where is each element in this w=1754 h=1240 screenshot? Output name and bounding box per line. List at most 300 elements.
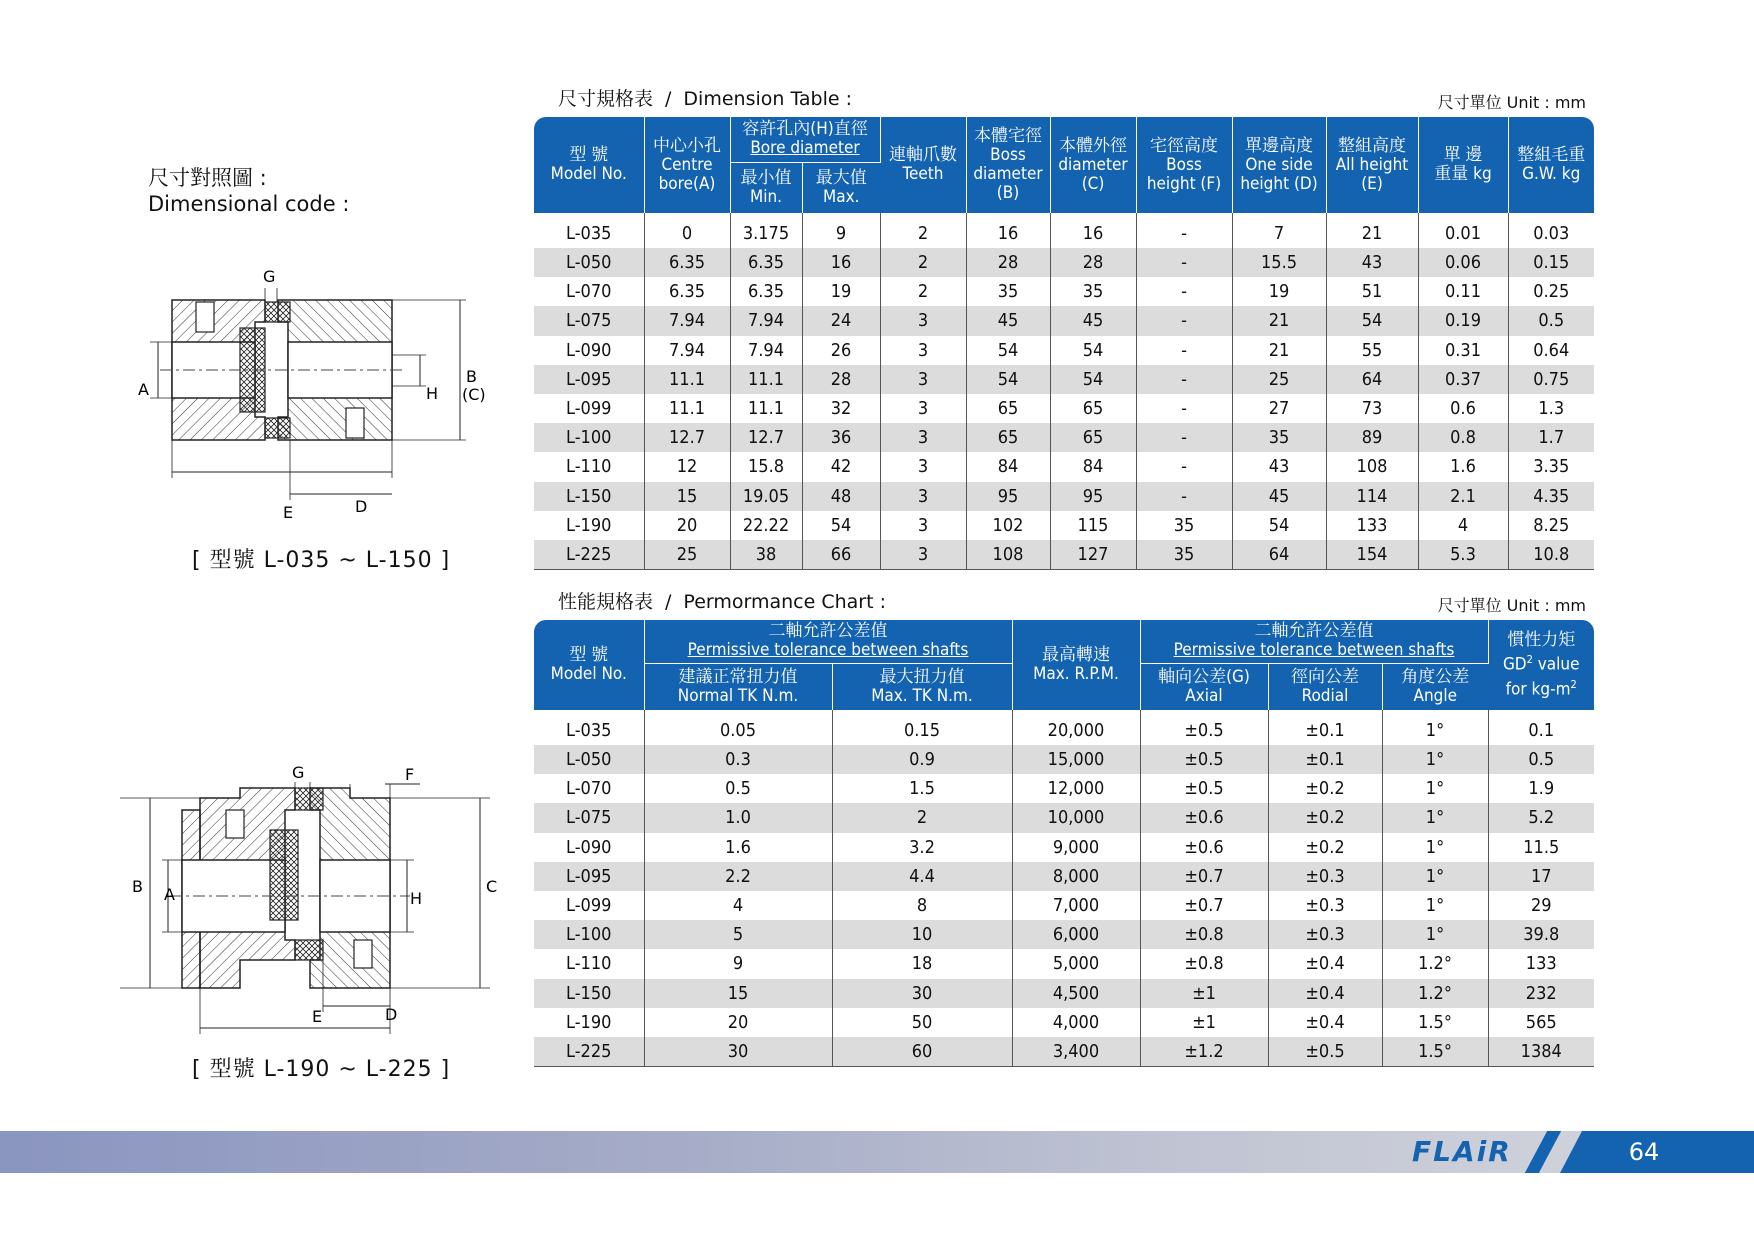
table-cell: 108 [1326,452,1418,481]
model-cell: L-225 [534,540,644,569]
table-cell: - [1136,277,1232,306]
table-cell: 54 [1326,306,1418,335]
table-cell: 28 [802,365,880,394]
table-cell: 21 [1232,306,1326,335]
table-cell: 9 [802,213,880,248]
table-cell: 35 [1136,511,1232,540]
model-cell: L-190 [534,1008,644,1037]
table-row [534,745,1594,774]
table-cell: 1384 [1488,1037,1594,1066]
table-cell: 1.5° [1382,1037,1488,1066]
dim2-label-g: G [292,763,305,782]
table-row [534,774,1594,803]
col-one-side: 單邊高度 One side height (D) [1232,117,1326,213]
table-cell: 4.4 [832,862,1012,891]
table-cell: 0.03 [1533,223,1570,244]
table-cell: 2 [880,248,966,277]
table-row [534,1037,1594,1066]
col-weight: 單 邊 重量 kg [1418,117,1508,213]
table-cell: 9,000 [1012,833,1140,862]
col-all-h: 整組高度 All height (E) [1326,117,1418,213]
table-cell: 15 [644,979,832,1008]
dim-label-c: (C) [462,385,486,404]
model-cell: L-225 [534,1037,644,1066]
table-row [534,862,1594,891]
dim2-label-a: A [164,885,175,904]
table-row [534,213,1594,248]
table-cell: 26 [802,336,880,365]
table-row [534,540,1594,569]
table-cell: 3 [880,511,966,540]
table-cell: 1.5 [832,774,1012,803]
table-cell: 0.1 [1528,720,1555,741]
table-cell: 4 [644,891,832,920]
table-cell: 43 [1232,452,1326,481]
table-cell: 0.06 [1418,248,1508,277]
table-cell: 54 [1050,365,1136,394]
table-cell: 8 [832,891,1012,920]
table-cell: 27 [1232,394,1326,423]
table-cell: - [1136,248,1232,277]
table-cell: 12.7 [730,423,802,452]
table-cell: 4 [1418,511,1508,540]
table-row [534,833,1594,862]
table-cell: 0.19 [1418,306,1508,335]
table-cell: ±0.2 [1268,803,1382,832]
model-cell: L-070 [534,774,644,803]
table-cell: 32 [802,394,880,423]
dimension-title-zh: 尺寸規格表 [558,88,654,110]
dimension-title-en: Dimension Table : [683,88,853,110]
table-cell: ±0.3 [1268,862,1382,891]
table-cell: 1.3 [1538,398,1565,420]
table-cell: 84 [966,452,1050,481]
col-min: 最小值 Min. [730,162,802,213]
model-cell: L-150 [534,482,644,511]
model-cell: L-035 [534,213,644,248]
table-cell: 1° [1382,920,1488,949]
table-cell: 11.1 [644,394,730,423]
dim-label-g: G [263,267,276,286]
table-cell: ±0.2 [1268,774,1382,803]
dim-label-a: A [138,380,149,399]
table-cell: 2 [880,277,966,306]
table-cell: 0 [644,213,730,248]
table-cell: 29 [1530,895,1552,917]
table-cell: 4,500 [1012,979,1140,1008]
table-cell: 42 [802,452,880,481]
table-cell: 20 [644,511,730,540]
model-cell: L-050 [534,248,644,277]
table-cell: 1° [1382,745,1488,774]
table-cell: ±0.1 [1268,710,1382,745]
table-cell: 5.3 [1418,540,1508,569]
table-cell: 2.1 [1418,482,1508,511]
table-row [534,365,1594,394]
table-cell: 54 [966,365,1050,394]
dimensional-code-label [148,165,349,217]
table-cell: 108 [966,540,1050,569]
col-dia-c: 本體外徑 diameter (C) [1050,117,1136,213]
table-cell: 1° [1382,862,1488,891]
table-row [534,423,1594,452]
table-cell: ±0.4 [1268,979,1382,1008]
drawing1-caption: [ 型號 L-035 ~ L-150 ] [192,548,451,573]
table-cell: 65 [1050,394,1136,423]
table-cell: 11.1 [730,365,802,394]
table-cell: 95 [1050,482,1136,511]
table-cell: 15.5 [1232,248,1326,277]
table-cell: 2.2 [644,862,832,891]
table-cell: 3 [880,394,966,423]
table-cell: 2 [880,213,966,248]
table-row [534,803,1594,832]
performance-title-zh: 性能規格表 [558,591,654,613]
table-cell: 133 [1326,511,1418,540]
model-cell: L-110 [534,452,644,481]
table-cell: - [1136,482,1232,511]
table-cell: 0.5 [1508,306,1594,335]
table-row [534,511,1594,540]
model-cell: L-075 [534,306,644,335]
table-cell: ±1 [1140,1008,1268,1037]
table-cell: ±0.5 [1140,710,1268,745]
table-cell: 50 [832,1008,1012,1037]
model-cell: L-075 [534,803,644,832]
performance-table [534,620,1594,1067]
table-cell: 8,000 [1012,862,1140,891]
table-cell: 48 [802,482,880,511]
table-cell: 54 [966,336,1050,365]
dimensional-code-en: Dimensional code : [148,192,350,216]
perf-col-normal: 建議正常扭力值 Normal TK N.m. [644,663,832,710]
table-cell: ±0.6 [1140,803,1268,832]
table-cell: 4.35 [1508,482,1594,511]
table-row [534,979,1594,1008]
table-cell: 6.35 [644,248,730,277]
dimension-unit: 尺寸單位 Unit : mm [1437,93,1586,112]
table-cell: 45 [1050,306,1136,335]
table-row [534,306,1594,335]
col-max: 最大值 Max. [802,162,880,213]
table-cell: ±0.8 [1140,920,1268,949]
perf-col-model: 型 號 Model No. [534,620,644,710]
table-cell: 8.25 [1533,514,1570,536]
table-cell: 114 [1326,482,1418,511]
table-row [534,891,1594,920]
table-cell: 64 [1232,540,1326,569]
table-cell: 3 [880,306,966,335]
table-cell: 6.35 [730,248,802,277]
model-cell: L-150 [534,979,644,1008]
table-cell: 21 [1232,336,1326,365]
table-cell: 7.94 [730,336,802,365]
table-cell: 35 [966,277,1050,306]
perf-col-radial: 徑向公差 Rodial [1268,663,1382,710]
table-cell: ±0.7 [1140,891,1268,920]
table-cell: 3 [880,336,966,365]
table-cell: - [1136,336,1232,365]
model-cell: L-110 [534,949,644,978]
table-cell: 7.94 [730,306,802,335]
table-cell: 45 [1232,482,1326,511]
table-cell: 11.1 [644,365,730,394]
table-cell: 10.8 [1508,540,1594,569]
table-cell: 7.94 [644,336,730,365]
table-cell: 0.8 [1418,423,1508,452]
table-cell: 16 [1050,213,1136,248]
table-row [534,482,1594,511]
dim2-label-b: B [132,877,143,896]
table-cell: 3.175 [730,213,802,248]
table-cell: 36 [802,423,880,452]
perf-col-tol2: 二軸允許公差值 Permissive tolerance between shafts [1140,620,1488,663]
model-cell: L-090 [534,336,644,365]
table-cell: 45 [966,306,1050,335]
table-cell: 7,000 [1012,891,1140,920]
coupling-drawing-2 [120,760,500,1035]
table-cell: 11.1 [730,394,802,423]
table-cell: 0.11 [1418,277,1508,306]
col-teeth: 連軸爪數 Teeth [880,117,966,213]
table-cell: 2 [832,803,1012,832]
table-cell: 1° [1382,891,1488,920]
table-row [534,394,1594,423]
dim-label-b: B [466,367,477,386]
table-row [534,1008,1594,1037]
table-cell: 30 [644,1037,832,1066]
table-cell: 5,000 [1012,949,1140,978]
col-model: 型 號 Model No. [534,117,644,213]
table-cell: 3.2 [832,833,1012,862]
table-cell: ±0.2 [1268,833,1382,862]
table-row [534,277,1594,306]
model-cell: L-090 [534,833,644,862]
table-cell: 11.5 [1523,836,1560,858]
model-cell: L-099 [534,891,644,920]
table-cell: 35 [1050,277,1136,306]
table-cell: ±0.5 [1140,745,1268,774]
col-boss-h: 宅徑高度 Boss height (F) [1136,117,1232,213]
table-row [534,452,1594,481]
table-cell: 35 [1136,540,1232,569]
table-cell: 24 [802,306,880,335]
table-cell: ±0.5 [1140,774,1268,803]
table-cell: 0.3 [644,745,832,774]
table-cell: 28 [966,248,1050,277]
model-cell: L-190 [534,511,644,540]
page-number: 64 [1628,1138,1660,1166]
table-cell: - [1136,423,1232,452]
performance-table-title [558,587,886,614]
table-cell: 0.75 [1508,365,1594,394]
table-cell: 4,000 [1012,1008,1140,1037]
table-cell: 15.8 [730,452,802,481]
table-cell: 73 [1326,394,1418,423]
table-cell: ±1 [1140,979,1268,1008]
table-cell: 51 [1326,277,1418,306]
table-cell: 0.25 [1533,281,1570,303]
table-cell: 55 [1326,336,1418,365]
table-cell: 1.6 [1418,452,1508,481]
table-cell: 19 [802,277,880,306]
model-cell: L-095 [534,862,644,891]
table-cell: ±0.8 [1140,949,1268,978]
table-cell: 25 [1232,365,1326,394]
table-cell: ±0.4 [1268,1008,1382,1037]
table-cell: 1° [1382,833,1488,862]
table-row [534,949,1594,978]
table-cell: 43 [1326,248,1418,277]
table-row [534,920,1594,949]
dim2-label-d: D [385,1005,398,1024]
table-cell: 1.7 [1508,423,1594,452]
table-cell: ±0.6 [1140,833,1268,862]
table-cell: 3.35 [1533,456,1570,478]
table-cell: 60 [832,1037,1012,1066]
table-cell: 3 [880,365,966,394]
table-cell: 25 [644,540,730,569]
perf-col-angle: 角度公差 Angle [1382,663,1488,710]
table-cell: 1.9 [1528,778,1555,800]
coupling-drawing-1 [130,262,500,537]
perf-col-inertia: 慣性力矩 $GD^2$ value for $kg-m^2$ [1488,620,1594,710]
table-cell: 22.22 [730,511,802,540]
table-cell: 1.2° [1382,979,1488,1008]
table-cell: 65 [966,423,1050,452]
dim2-label-h: H [410,889,423,908]
table-cell: 3 [880,452,966,481]
table-cell: 18 [832,949,1012,978]
table-cell: 3 [880,482,966,511]
table-cell: 10 [832,920,1012,949]
table-cell: 95 [966,482,1050,511]
table-cell: 6.35 [730,277,802,306]
model-cell: L-035 [534,710,644,745]
col-centre: 中心小孔 Centre bore(A) [644,117,730,213]
dim-label-h: H [426,384,439,403]
table-cell: 5 [644,920,832,949]
table-cell: 7 [1232,213,1326,248]
table-cell: 1° [1382,803,1488,832]
dimension-table [534,117,1594,570]
col-bore: 容許孔內(H)直徑 Bore diameter [730,117,880,162]
model-cell: L-050 [534,745,644,774]
table-cell: ±0.3 [1268,920,1382,949]
table-cell: 0.01 [1418,213,1508,248]
table-cell: 1° [1382,774,1488,803]
table-cell: 1.0 [644,803,832,832]
table-cell: 1° [1382,710,1488,745]
table-cell: 0.05 [644,710,832,745]
col-boss-d: 本體宅徑 Boss diameter (B) [966,117,1050,213]
performance-unit: 尺寸單位 Unit : mm [1437,596,1586,615]
table-cell: ±0.5 [1268,1037,1382,1066]
table-cell: 15 [644,482,730,511]
model-cell: L-095 [534,365,644,394]
table-cell: 0.9 [832,745,1012,774]
model-cell: L-100 [534,423,644,452]
table-cell: 1.6 [644,833,832,862]
table-cell: 0.31 [1418,336,1508,365]
table-cell: - [1136,394,1232,423]
table-cell: 17 [1488,862,1594,891]
table-cell: 89 [1326,423,1418,452]
table-cell: 0.6 [1418,394,1508,423]
table-cell: 65 [966,394,1050,423]
table-cell: ±0.7 [1140,862,1268,891]
table-cell: 54 [1232,511,1326,540]
table-cell: 5.2 [1488,803,1594,832]
dim2-label-e: E [312,1007,323,1026]
table-cell: 1.5° [1382,1008,1488,1037]
table-cell: 20 [644,1008,832,1037]
dim2-label-f: F [405,765,415,784]
table-cell: 232 [1488,979,1594,1008]
table-cell: 0.37 [1418,365,1508,394]
table-cell: 30 [832,979,1012,1008]
title-sep: / [665,591,672,613]
table-cell: 84 [1050,452,1136,481]
dim-label-d: D [355,497,368,516]
table-cell: 3,400 [1012,1037,1140,1066]
table-cell: 64 [1326,365,1418,394]
table-cell: 65 [1050,423,1136,452]
table-cell: ±1.2 [1140,1037,1268,1066]
table-cell: 9 [644,949,832,978]
dim-label-e: E [283,503,294,522]
table-cell: 102 [966,511,1050,540]
brand-logo: FLAiR [1412,1135,1512,1168]
table-cell: 66 [802,540,880,569]
dimensional-code-zh: 尺寸對照圖 : [148,166,267,190]
table-cell: 0.5 [1488,745,1594,774]
table-cell: 12 [644,452,730,481]
model-cell: L-100 [534,920,644,949]
table-row [534,336,1594,365]
table-cell: ±0.3 [1268,891,1382,920]
perf-col-max: 最大扭力值 Max. TK N.m. [832,663,1012,710]
table-row [534,248,1594,277]
perf-col-tol1: 二軸允許公差值 Permissive tolerance between shafts [644,620,1012,663]
table-cell: 133 [1525,953,1557,975]
table-cell: 0.64 [1533,339,1570,361]
model-cell: L-070 [534,277,644,306]
table-cell: 10,000 [1012,803,1140,832]
table-cell: 35 [1232,423,1326,452]
table-cell: 12.7 [644,423,730,452]
table-row [534,710,1594,745]
table-cell: 0.15 [832,710,1012,745]
performance-title-en: Permormance Chart : [683,591,887,613]
table-cell: 16 [802,248,880,277]
table-cell: 16 [966,213,1050,248]
table-cell: 19 [1232,277,1326,306]
table-cell: ±0.4 [1268,949,1382,978]
table-cell: - [1136,306,1232,335]
table-cell: 6,000 [1012,920,1140,949]
drawing2-caption: [ 型號 L-190 ~ L-225 ] [192,1057,451,1082]
table-cell: ±0.1 [1268,745,1382,774]
table-cell: - [1136,365,1232,394]
title-sep: / [665,88,672,110]
table-cell: 54 [802,511,880,540]
table-cell: 54 [1050,336,1136,365]
table-cell: 28 [1050,248,1136,277]
table-cell: 115 [1050,511,1136,540]
table-cell: 3 [880,540,966,569]
table-cell: 6.35 [644,277,730,306]
